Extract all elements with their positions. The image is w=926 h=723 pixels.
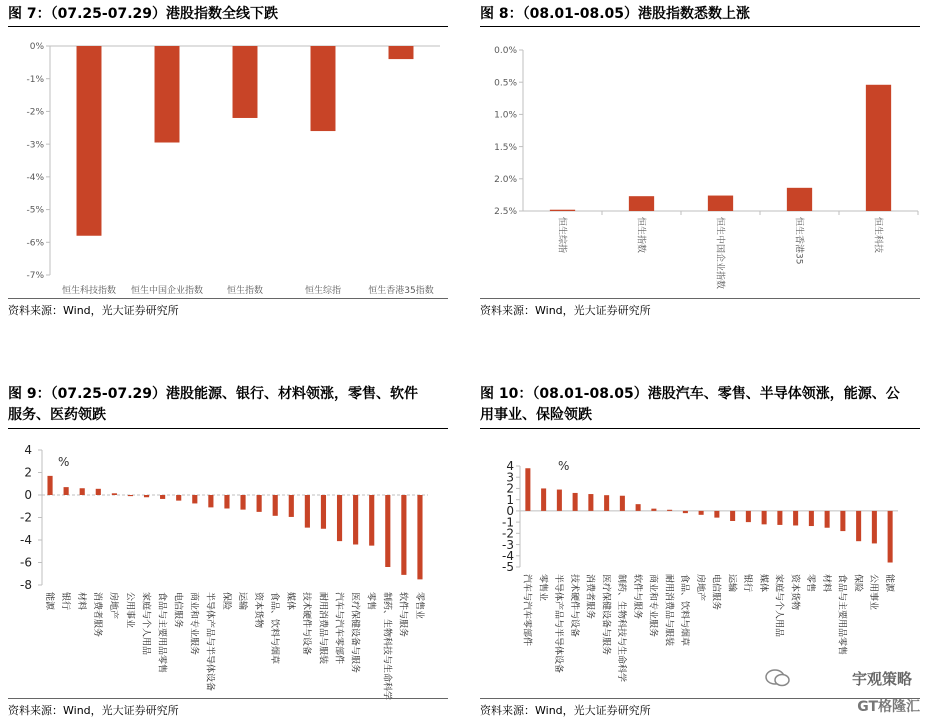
y-tick-label: -5%: [26, 205, 44, 216]
bar: [128, 495, 133, 496]
title-rule: [8, 428, 448, 429]
category-label: 消费者服务: [92, 592, 103, 638]
y-tick-label: -7%: [26, 271, 44, 282]
category-label: 能源: [43, 592, 54, 611]
category-label: 制药、生物科技与生命科学: [381, 592, 392, 701]
category-label: 恒生科技: [872, 217, 883, 254]
bar: [746, 511, 751, 522]
y-tick-label: 2.0%: [494, 174, 517, 185]
category-label: 食品与主要用品零售: [156, 592, 167, 674]
y-tick-label: 2: [506, 481, 514, 496]
chart-fig9: [0, 430, 448, 701]
bar: [385, 495, 390, 567]
bar: [604, 495, 609, 511]
category-label: 运输: [726, 574, 737, 593]
bar: [730, 511, 735, 521]
y-tick-label: 3: [506, 470, 514, 485]
category-label: 恒生香港35: [793, 217, 804, 265]
source-rule: [8, 298, 448, 299]
bar: [240, 495, 245, 510]
category-label: 食品与主要用品零售: [836, 574, 847, 656]
y-tick-label: -2%: [26, 107, 44, 118]
y-tick-label: 0%: [29, 42, 44, 53]
source-rule: [8, 698, 448, 699]
category-label: 恒生综指: [556, 217, 567, 254]
bar: [47, 476, 52, 495]
bar: [699, 511, 704, 515]
bar: [541, 488, 546, 510]
y-tick-label: -4%: [26, 173, 44, 184]
category-label: 汽车与汽车零部件: [333, 592, 344, 665]
y-tick-label: 1: [506, 492, 514, 507]
category-label: 技术硬件与设备: [301, 592, 312, 656]
category-label: 媒体: [757, 574, 768, 593]
category-label: 运输: [236, 592, 247, 611]
category-label: 家庭与个人用品: [140, 592, 151, 656]
bar: [96, 489, 101, 495]
bar: [77, 46, 102, 236]
y-tick-label: -4: [502, 548, 514, 563]
chart-fig8: [478, 27, 924, 297]
y-tick-label: 0.0%: [494, 46, 517, 57]
category-label: 恒生指数: [635, 217, 646, 254]
wechat-icon: [765, 668, 791, 688]
category-label: 恒生香港35指数: [368, 286, 434, 296]
source-rule: [480, 698, 920, 699]
y-tick-label: -1: [502, 515, 514, 530]
bar: [762, 511, 767, 524]
y-tick-label: 2.5%: [494, 207, 517, 218]
category-label: 消费者服务: [584, 574, 595, 620]
y-tick-label: -8: [20, 578, 32, 593]
bar: [620, 496, 625, 511]
source-note: 资料来源：Wind，光大证券研究所: [480, 304, 651, 317]
y-tick-label: 4: [506, 459, 514, 474]
category-label: 保险: [220, 592, 231, 611]
category-label: 材料: [820, 574, 831, 593]
bar: [809, 511, 814, 526]
category-label: 零售: [365, 592, 376, 611]
y-tick-label: -3: [502, 537, 514, 552]
bar: [257, 495, 262, 512]
y-tick-label: 0.5%: [494, 78, 517, 89]
category-label: 电信服务: [710, 574, 721, 611]
bar: [321, 495, 326, 529]
y-tick-label: 4: [24, 443, 32, 458]
bar: [573, 493, 578, 511]
y-tick-label: 1.0%: [494, 110, 517, 121]
bar: [112, 493, 117, 495]
chart-fig10: [478, 430, 924, 695]
y-tick-label: 1.5%: [494, 142, 517, 153]
bar: [369, 495, 374, 546]
bar: [557, 490, 562, 511]
bar: [353, 495, 358, 545]
bar: [525, 468, 530, 511]
bar: [144, 495, 149, 497]
y-tick-label: 2: [24, 465, 32, 480]
y-tick-label: -2: [502, 526, 514, 541]
chart-title-fig10-line2: 用事业、保险领跌: [480, 407, 592, 423]
category-label: 房地产: [694, 574, 705, 602]
category-label: 食品、饮料与烟草: [679, 574, 690, 647]
bar: [856, 511, 861, 541]
category-label: 半导体产品与半导体设备: [204, 592, 215, 692]
bar: [840, 511, 845, 531]
chart-title-fig10-line1: 图 10：（08.01-08.05）港股汽车、零售、半导体领涨，能源、公: [480, 386, 900, 402]
category-label: 软件与服务: [631, 574, 642, 620]
bar: [417, 495, 422, 579]
bar: [80, 488, 85, 495]
bar: [714, 511, 719, 518]
watermark-site: GT格隆汇: [857, 699, 920, 715]
watermark-brand: 宇观策略: [851, 670, 912, 688]
category-label: 耐用消费品与服装: [317, 592, 328, 665]
bar: [155, 46, 180, 143]
bar: [825, 511, 830, 528]
bar: [872, 511, 877, 544]
bar: [793, 511, 798, 526]
y-tick-label: 0: [24, 488, 32, 503]
bar: [305, 495, 310, 528]
bar: [192, 495, 197, 503]
y-tick-label: 0: [506, 504, 514, 519]
category-label: 恒生中国企业指数: [714, 217, 725, 290]
category-label: 零售业: [413, 592, 424, 620]
source-note: 资料来源：Wind，光大证券研究所: [8, 704, 179, 717]
category-label: 媒体: [285, 592, 296, 611]
category-label: 保险: [852, 574, 863, 593]
category-label: 家庭与个人用品: [773, 574, 784, 638]
category-label: 商业和专业服务: [188, 592, 199, 656]
bar: [289, 495, 294, 517]
bar: [337, 495, 342, 541]
category-label: 半导体产品与半导体设备: [553, 574, 564, 674]
bar: [787, 188, 812, 211]
bar: [651, 509, 656, 511]
bar: [389, 46, 414, 59]
category-label: 食品、饮料与烟草: [269, 592, 280, 665]
bar: [224, 495, 229, 509]
bar: [636, 504, 641, 511]
bar: [588, 494, 593, 511]
bar: [273, 495, 278, 516]
category-label: 恒生综指: [304, 286, 342, 296]
bar: [208, 495, 213, 507]
category-label: 银行: [59, 592, 70, 611]
category-label: 耐用消费品与服装: [663, 574, 674, 647]
category-label: 材料: [76, 592, 87, 611]
title-rule: [480, 428, 920, 429]
y-tick-label: -2: [20, 510, 32, 525]
bar: [550, 210, 575, 211]
bar: [311, 46, 336, 131]
category-label: 制药、生物科技与生命科学: [616, 574, 627, 683]
unit-label: %: [58, 455, 70, 469]
category-label: 零售: [805, 574, 816, 593]
bar: [888, 511, 893, 563]
category-label: 恒生中国企业指数: [130, 286, 204, 296]
category-label: 汽车与汽车零部件: [521, 574, 532, 647]
category-label: 技术硬件与设备: [568, 574, 579, 638]
category-label: 公用事业: [124, 592, 135, 629]
category-label: 房地产: [108, 592, 119, 620]
category-label: 电信服务: [172, 592, 183, 629]
category-label: 商业和专业服务: [647, 574, 658, 638]
bar: [160, 495, 165, 499]
chart-fig7: [0, 27, 448, 302]
category-label: 零售业: [537, 574, 548, 602]
category-label: 资本货物: [252, 592, 263, 629]
bar: [683, 511, 688, 513]
category-label: 公用事业: [868, 574, 879, 611]
y-tick-label: -6%: [26, 238, 44, 249]
y-tick-label: -3%: [26, 140, 44, 151]
bar: [176, 495, 181, 501]
category-label: 医疗保健设备与服务: [349, 592, 360, 674]
chart-title-fig8: 图 8：（08.01-08.05）港股指数悉数上涨: [480, 6, 750, 22]
category-label: 医疗保健设备与服务: [600, 574, 611, 656]
bar: [64, 487, 69, 495]
category-label: 银行: [742, 574, 753, 593]
chart-title-fig9-line2: 服务、医药领跌: [8, 407, 106, 423]
bar: [866, 85, 891, 211]
y-tick-label: -6: [20, 555, 32, 570]
source-rule: [480, 298, 920, 299]
source-note: 资料来源：Wind，光大证券研究所: [8, 304, 179, 317]
unit-label: %: [558, 459, 570, 473]
chart-title-fig9-line1: 图 9：（07.25-07.29）港股能源、银行、材料领涨，零售、软件: [8, 386, 418, 402]
bar: [777, 511, 782, 525]
category-label: 能源: [883, 574, 894, 593]
y-tick-label: -1%: [26, 74, 44, 85]
category-label: 恒生科技指数: [61, 286, 117, 296]
chart-title-fig7: 图 7：（07.25-07.29）港股指数全线下跌: [8, 6, 278, 22]
category-label: 恒生指数: [226, 286, 264, 296]
bar: [401, 495, 406, 575]
bar: [233, 46, 258, 118]
bar: [667, 510, 672, 511]
bar: [629, 196, 654, 211]
bar: [708, 196, 733, 211]
source-note: 资料来源：Wind，光大证券研究所: [480, 704, 651, 717]
category-label: 资本货物: [789, 574, 800, 611]
y-tick-label: -4: [20, 533, 32, 548]
y-tick-label: -5: [502, 560, 514, 575]
category-label: 软件与服务: [397, 592, 408, 638]
